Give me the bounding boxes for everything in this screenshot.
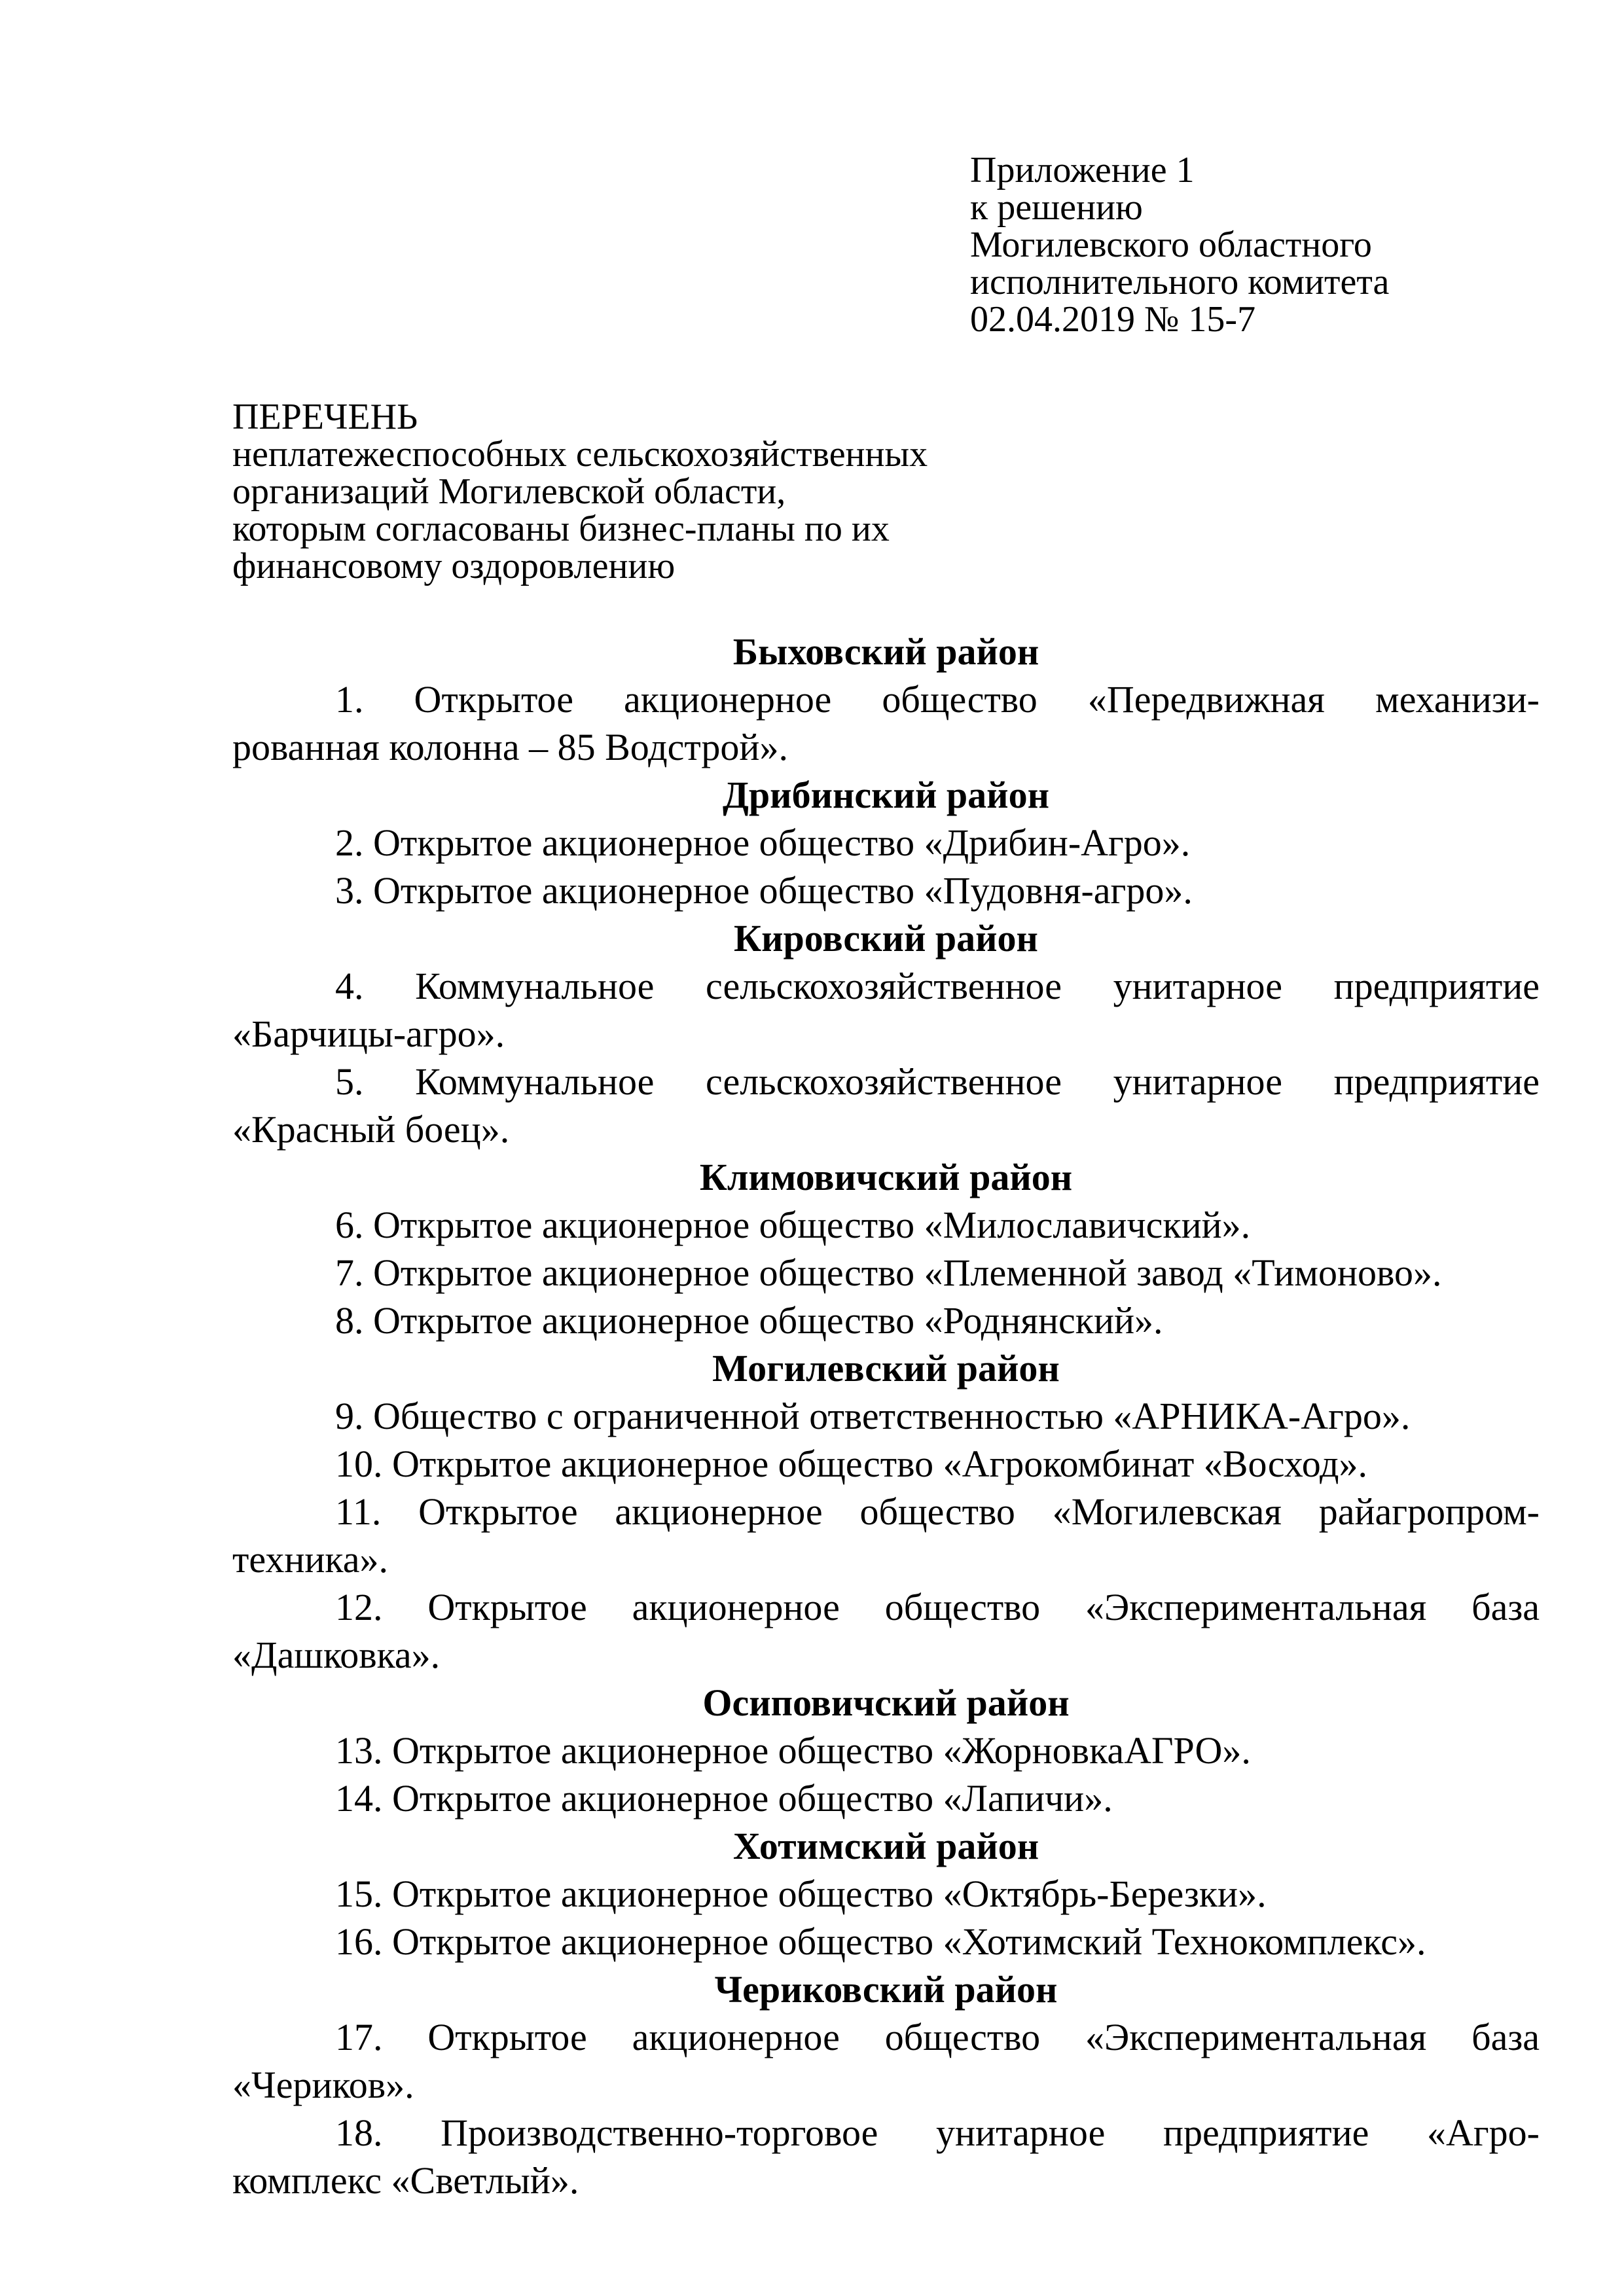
item-line: «Красный боец». (232, 1108, 510, 1151)
list-item-9 (232, 1392, 1540, 1440)
title-line-1: неплатежеспособных сельскохозяйственных (232, 434, 928, 475)
item-line: комплекс «Светлый». (232, 2159, 579, 2202)
title-line-2: организаций Могилевской области, (232, 471, 786, 512)
section-heading-klimovichsky: Климовичский район (699, 1156, 1073, 1198)
list-item-14 (232, 1774, 1540, 1822)
item-line: 16. Открытое акционерное общество «Хотимский Технокомплекс». (335, 1920, 1426, 1963)
item-line: 13. Открытое акционерное общество «ЖорновкаАГРО». (335, 1729, 1251, 1772)
list-item-3 (232, 867, 1540, 914)
item-line: техника». (232, 1538, 388, 1581)
section-heading-osipovichsky: Осиповичский район (702, 1681, 1070, 1724)
section-heading-cherikovsky: Чериковский район (714, 1968, 1058, 2011)
item-line: 12. Открытое акционерное общество «Экспериментальная база (335, 1586, 1540, 1628)
list-item-17 (232, 2013, 1540, 2109)
list-item-7 (232, 1249, 1540, 1297)
list-item-18 (232, 2109, 1540, 2204)
header-line-to-decision: к решению (970, 187, 1143, 228)
header-line-committee-1: Могилевского областного (970, 224, 1372, 265)
item-line: рованная колонна – 85 Водстрой». (232, 726, 788, 768)
item-line: «Барчицы-агро». (232, 1013, 505, 1055)
item-line: 5. Коммунальное сельскохозяйственное унитарное предприятие (335, 1060, 1540, 1103)
list-item-6 (232, 1201, 1540, 1249)
header-line-committee-2: исполнительного комитета (970, 262, 1390, 302)
item-line: «Чериков». (232, 2064, 414, 2106)
appendix-header (970, 0, 1540, 338)
item-line: 8. Открытое акционерное общество «Роднянский». (335, 1299, 1163, 1342)
title-line-4: финансовому оздоровлению (232, 546, 676, 586)
item-line: 15. Открытое акционерное общество «Октябрь-Березки». (335, 1873, 1267, 1915)
title-line-perechen: ПЕРЕЧЕНЬ (232, 397, 418, 437)
list-item-11 (232, 1488, 1540, 1583)
item-line: «Дашковка». (232, 1634, 441, 1676)
item-line: 1. Открытое акционерное общество «Передвижная механизи- (335, 678, 1540, 721)
list-item-1 (232, 675, 1540, 771)
document-body (232, 0, 1540, 2204)
section-heading-mogilevsky: Могилевский район (712, 1347, 1060, 1390)
section-heading-khotimsky: Хотимский район (732, 1825, 1039, 1867)
list-item-16 (232, 1918, 1540, 1965)
header-line-date-number: 02.04.2019 № 15-7 (970, 299, 1256, 340)
section-heading-kirovsky: Кировский район (734, 917, 1038, 960)
item-line: 18. Производственно-торговое унитарное предприятие «Агро- (335, 2111, 1540, 2154)
item-line: 14. Открытое акционерное общество «Лапичи». (335, 1777, 1113, 1820)
list-item-5 (232, 1058, 1540, 1153)
district-sections (232, 628, 1540, 2204)
list-item-8 (232, 1297, 1540, 1344)
item-line: 6. Открытое акционерное общество «Милославичский». (335, 1204, 1251, 1246)
item-line: 11. Открытое акционерное общество «Могилевская райагропром- (335, 1490, 1540, 1533)
list-item-12 (232, 1583, 1540, 1679)
list-item-15 (232, 1870, 1540, 1918)
section-heading-dribinsky: Дрибинский район (722, 774, 1049, 816)
list-item-2 (232, 819, 1540, 867)
item-line: 4. Коммунальное сельскохозяйственное унитарное предприятие (335, 965, 1540, 1007)
section-heading-bykhovsky: Быховский район (732, 630, 1039, 673)
document-title (232, 399, 1540, 585)
header-line-appendix: Приложение 1 (970, 150, 1195, 190)
item-line: 9. Общество с ограниченной ответственностью «АРНИКА-Агро». (335, 1395, 1411, 1437)
item-line: 2. Открытое акционерное общество «Дрибин-Агро». (335, 821, 1191, 864)
item-line: 10. Открытое акционерное общество «Агрокомбинат «Восход». (335, 1443, 1368, 1485)
item-line: 17. Открытое акционерное общество «Экспериментальная база (335, 2016, 1540, 2058)
item-line: 3. Открытое акционерное общество «Пудовня-агро». (335, 869, 1193, 912)
title-line-3: которым согласованы бизнес-планы по их (232, 509, 890, 549)
item-line: 7. Открытое акционерное общество «Племенной завод «Тимоново». (335, 1251, 1442, 1294)
list-item-4 (232, 962, 1540, 1058)
list-item-13 (232, 1727, 1540, 1774)
list-item-10 (232, 1440, 1540, 1488)
